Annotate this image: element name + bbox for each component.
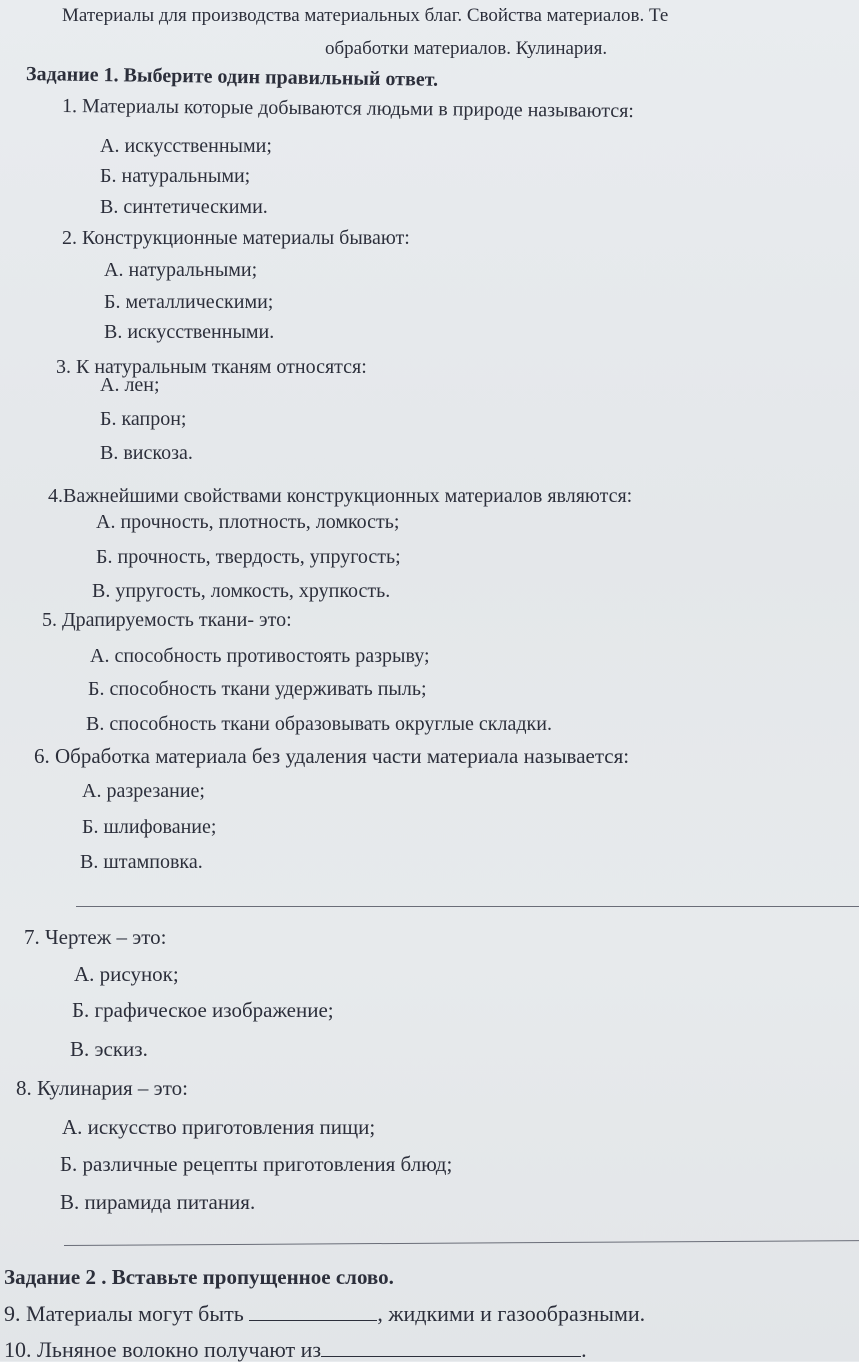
divider-line-1 [76,906,859,907]
q8-option-a: А. искусство приготовления пищи; [62,1115,376,1139]
q4-option-c: В. упругость, ломкость, хрупкость. [92,580,391,602]
question-6: 6. Обработка материала без удаления части материала называется: [34,744,630,768]
q3-option-a: А. лен; [100,374,160,396]
q5-option-c: В. способность ткани образовывать округлые складки. [86,713,552,735]
q2-option-a: А. натуральными; [104,259,258,281]
q8-option-c: В. пирамида питания. [60,1190,256,1214]
q1-option-a: А. искусственными; [100,135,272,157]
q10-text-after: . [581,1337,587,1362]
q6-option-c: В. штамповка. [80,851,203,873]
q3-option-c: В. вискоза. [100,442,193,464]
question-8: 8. Кулинария – это: [16,1076,188,1100]
task1-title: Задание 1. Выберите один правильный ответ. [25,63,439,91]
q9-text-after: , жидкими и газообразными. [377,1301,646,1326]
question-3: 3. К натуральным тканям относятся: [56,356,367,378]
q6-option-b: Б. шлифование; [82,816,217,838]
question-2: 2. Конструкционные материалы бывают: [62,227,410,249]
header-line-1: Материалы для производства материальных благ. Свойства материалов. Те [62,5,669,26]
q9-text-before: 9. Материалы могут быть [4,1301,244,1326]
question-9 [4,1302,645,1326]
question-5: 5. Драпируемость ткани- это: [42,609,292,631]
question-4: 4.Важнейшими свойствами конструкционных материалов являются: [48,485,633,507]
task2-title: Задание 2 . Вставьте пропущенное слово. [4,1265,394,1289]
q4-option-a: А. прочность, плотность, ломкость; [96,511,400,533]
question-1: 1. Материалы которые добываются людьми в природе называются: [61,95,634,122]
divider-line-2 [64,1240,859,1246]
q7-option-c: В. эскиз. [70,1037,148,1061]
q8-option-b: Б. различные рецепты приготовления блюд; [60,1152,453,1176]
q2-option-b: Б. металлическими; [104,291,274,313]
question-10 [4,1338,587,1362]
q3-option-b: Б. капрон; [100,408,187,430]
q6-option-a: А. разрезание; [82,780,205,802]
q2-option-c: В. искусственными. [104,321,275,343]
header-line-2: обработки материалов. Кулинария. [325,38,608,59]
q5-option-b: Б. способность ткани удерживать пыль; [88,678,427,700]
q10-text-before: 10. Льняное волокно получают из [4,1337,322,1362]
question-7: 7. Чертеж – это: [24,925,167,949]
q5-option-a: А. способность противостоять разрыву; [90,645,430,667]
q7-option-b: Б. графическое изображение; [72,998,334,1022]
q1-option-b: Б. натуральными; [100,165,251,187]
q4-option-b: Б. прочность, твердость, упругость; [96,546,401,568]
q10-answer-blank[interactable] [321,1356,581,1357]
q9-answer-blank[interactable] [249,1320,377,1321]
q1-option-c: В. синтетическими. [100,196,268,218]
q7-option-a: А. рисунок; [74,962,179,986]
